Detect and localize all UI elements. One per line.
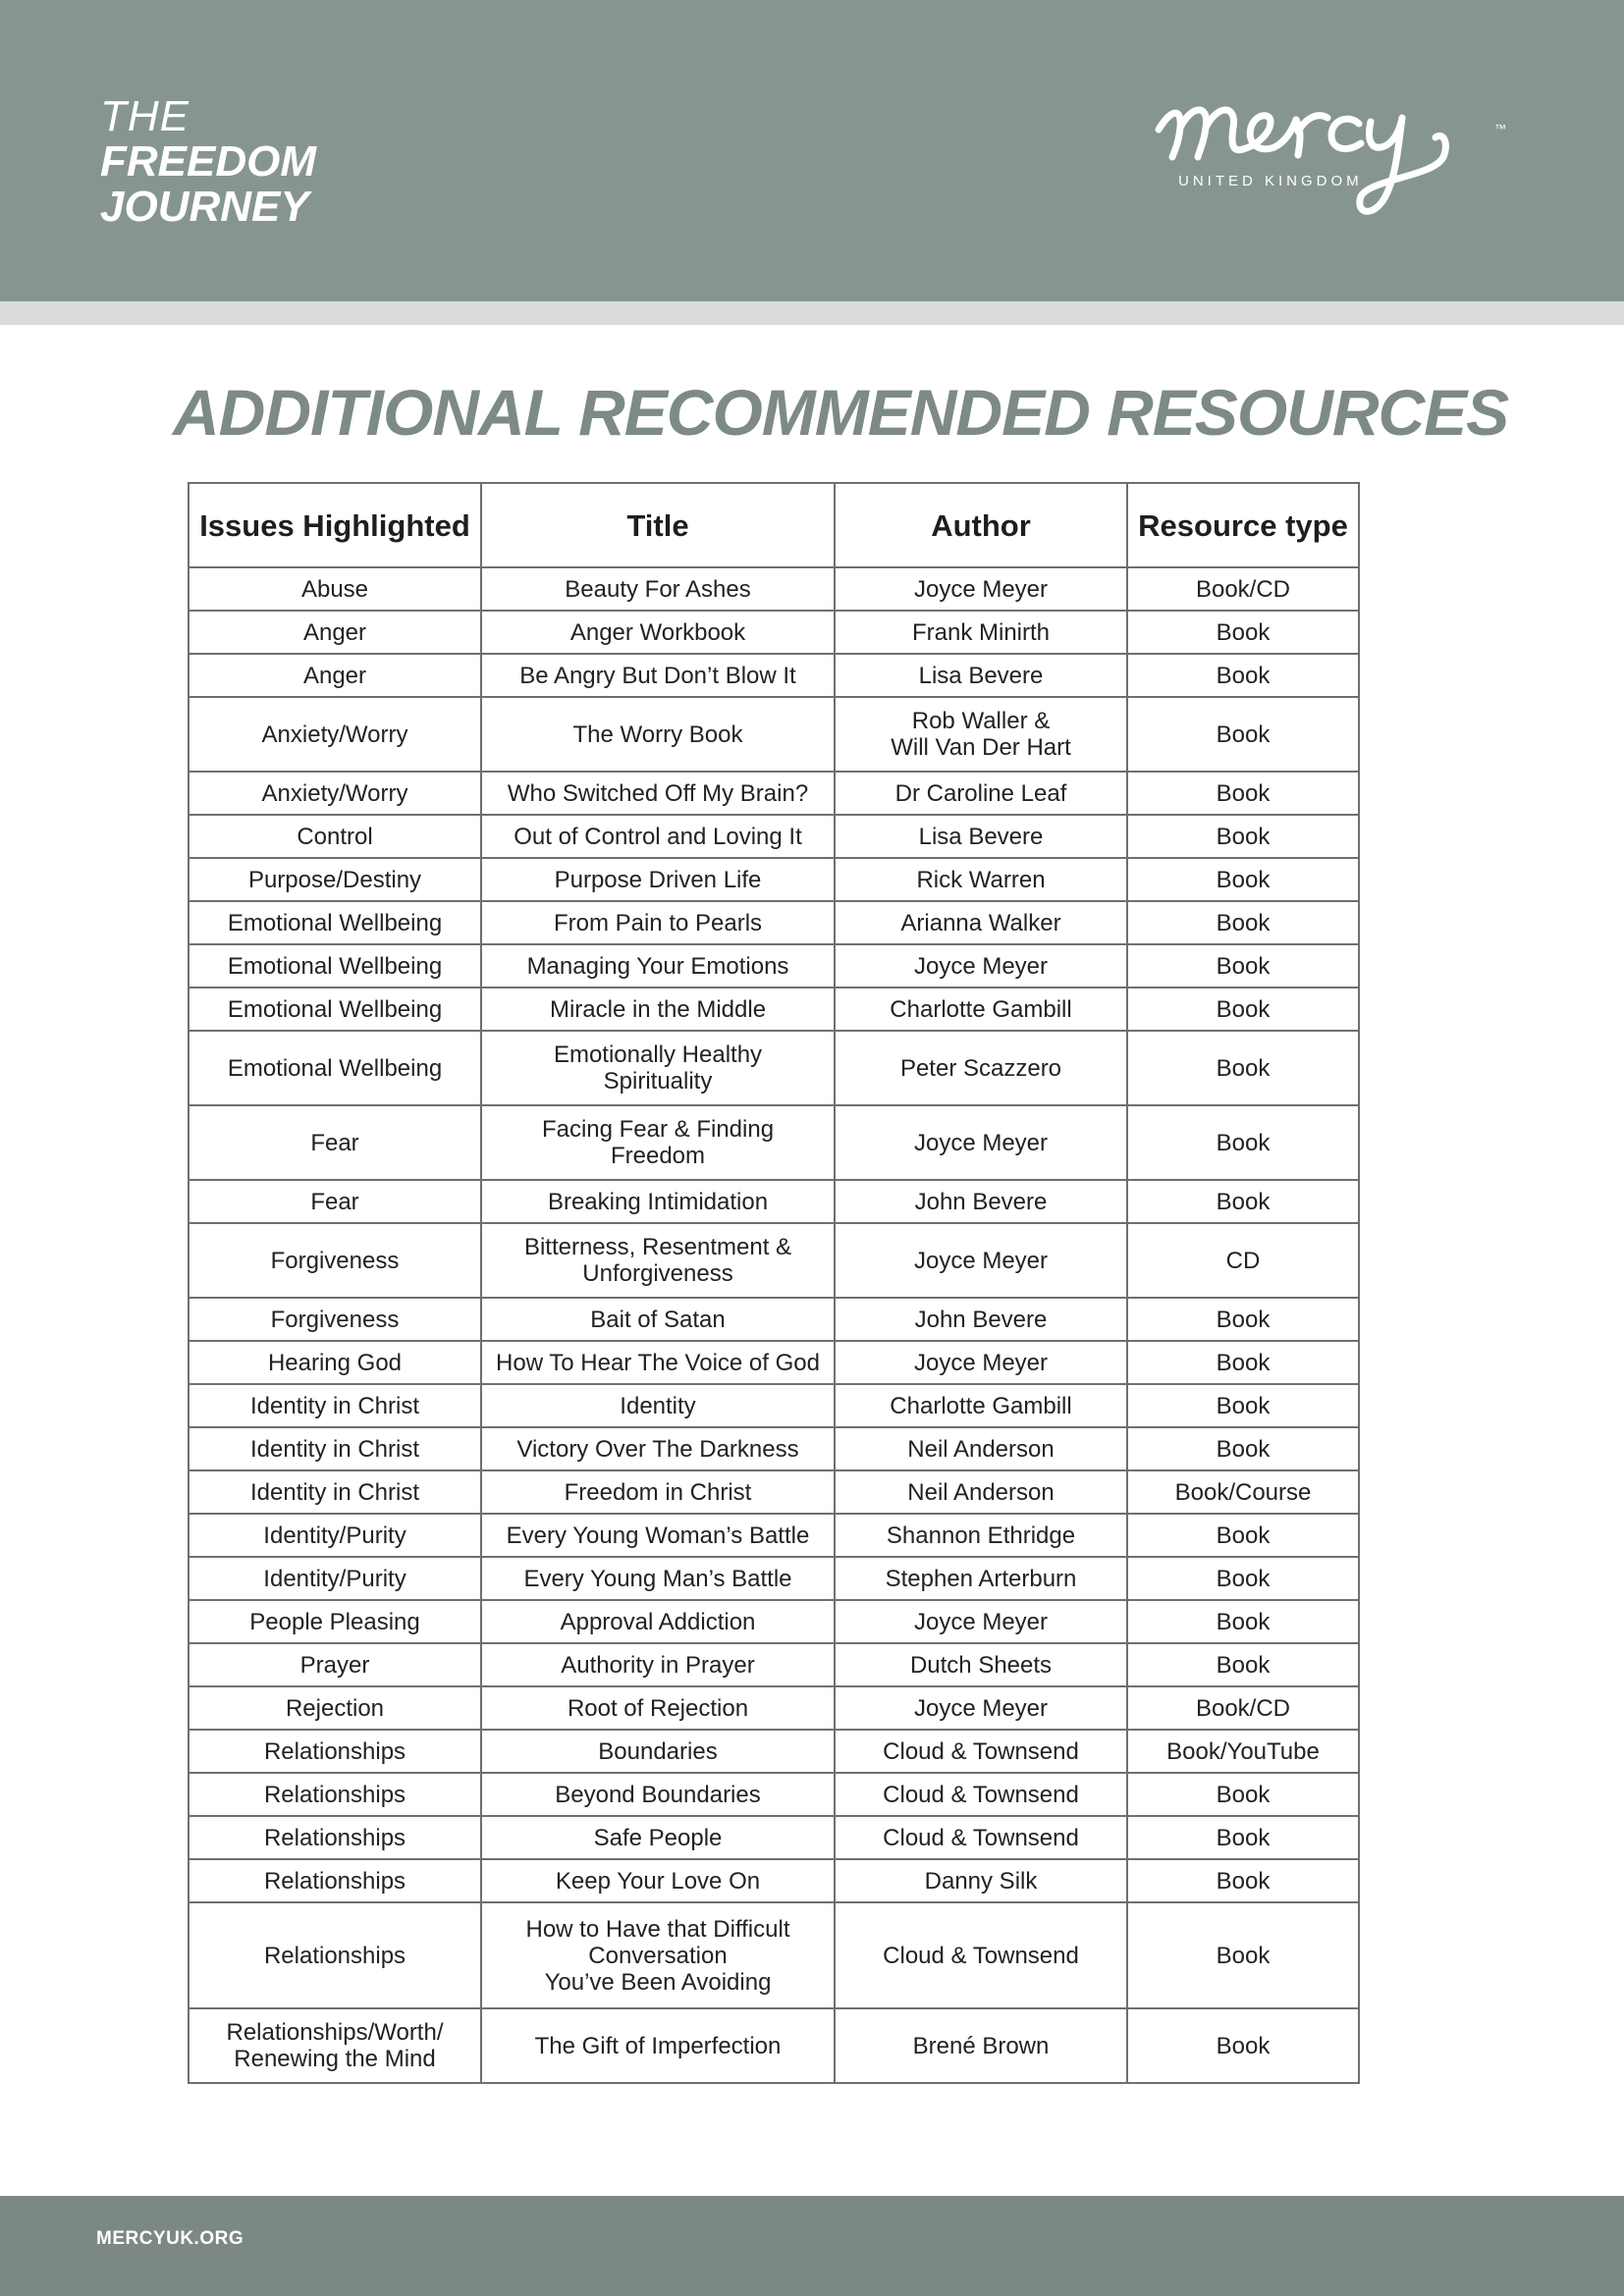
cell-issue bbox=[189, 654, 481, 697]
cell-resource-type bbox=[1127, 858, 1359, 901]
cell-resource-type bbox=[1127, 1180, 1359, 1223]
cell-title bbox=[481, 815, 835, 858]
cell-issue bbox=[189, 1223, 481, 1298]
cell-issue-text: Identity in Christ bbox=[249, 1478, 420, 1506]
cell-author bbox=[835, 1686, 1127, 1730]
cell-author bbox=[835, 697, 1127, 772]
cell-resource-type bbox=[1127, 1773, 1359, 1816]
cell-resource-type-text: Book bbox=[1216, 1435, 1271, 1463]
cell-resource-type-text: Book bbox=[1216, 1129, 1271, 1156]
cell-resource-type bbox=[1127, 567, 1359, 611]
cell-resource-type-text: Book bbox=[1216, 909, 1271, 936]
cell-author-text: Joyce Meyer bbox=[913, 1608, 1049, 1635]
cell-resource-type-text: Book bbox=[1216, 1867, 1271, 1895]
cell-author bbox=[835, 1180, 1127, 1223]
table-row bbox=[189, 697, 1359, 772]
cell-author-text: Cloud & Townsend bbox=[883, 1942, 1079, 1969]
table-row bbox=[189, 567, 1359, 611]
cell-resource-type-text: Book bbox=[1216, 1522, 1271, 1549]
cell-issue bbox=[189, 611, 481, 654]
cell-title-text: Facing Fear & Finding Freedom bbox=[541, 1116, 775, 1169]
brand-line-3: JOURNEY bbox=[100, 183, 309, 231]
cell-author bbox=[835, 772, 1127, 815]
cell-author-text: Lisa Bevere bbox=[918, 823, 1044, 850]
cell-author-text: Charlotte Gambill bbox=[890, 1392, 1072, 1419]
cell-title bbox=[481, 697, 835, 772]
cell-resource-type-text: Book bbox=[1216, 1651, 1271, 1679]
cell-author bbox=[835, 1643, 1127, 1686]
cell-title bbox=[481, 2008, 835, 2083]
cell-author-text: John Bevere bbox=[914, 1306, 1048, 1333]
cell-title bbox=[481, 901, 835, 944]
cell-title-text: Keep Your Love On bbox=[555, 1867, 761, 1895]
cell-title bbox=[481, 1557, 835, 1600]
cell-title bbox=[481, 1730, 835, 1773]
table-row bbox=[189, 988, 1359, 1031]
cell-resource-type-text: Book bbox=[1216, 1565, 1271, 1592]
cell-author bbox=[835, 1223, 1127, 1298]
cell-issue-text: Anxiety/Worry bbox=[261, 779, 408, 807]
cell-resource-type-text: Book bbox=[1216, 1824, 1271, 1851]
table-row bbox=[189, 611, 1359, 654]
table-row bbox=[189, 1105, 1359, 1180]
cell-resource-type bbox=[1127, 1105, 1359, 1180]
cell-issue bbox=[189, 1859, 481, 1902]
header-divider-band bbox=[0, 301, 1624, 325]
cell-issue-text: Emotional Wellbeing bbox=[227, 909, 443, 936]
column-header-issues: Issues Highlighted bbox=[189, 483, 481, 567]
cell-title-text: Be Angry But Don’t Blow It bbox=[519, 662, 796, 689]
cell-author-text: Cloud & Townsend bbox=[883, 1824, 1079, 1851]
cell-author bbox=[835, 2008, 1127, 2083]
table-row bbox=[189, 1730, 1359, 1773]
table-row bbox=[189, 1773, 1359, 1816]
cell-resource-type-text: Book/YouTube bbox=[1166, 1737, 1320, 1765]
cell-title-text: How to Have that Difficult Conversation You’ve Been Avoiding bbox=[525, 1915, 790, 1996]
cell-issue bbox=[189, 1031, 481, 1105]
table-row bbox=[189, 1816, 1359, 1859]
cell-issue bbox=[189, 901, 481, 944]
cell-issue-text: Relationships bbox=[263, 1824, 406, 1851]
table-row bbox=[189, 1859, 1359, 1902]
cell-issue-text: Relationships bbox=[263, 1942, 406, 1969]
cell-author bbox=[835, 1902, 1127, 2008]
cell-resource-type bbox=[1127, 1470, 1359, 1514]
cell-author bbox=[835, 1730, 1127, 1773]
cell-issue-text: Anger bbox=[302, 618, 367, 646]
cell-author-text: John Bevere bbox=[914, 1188, 1048, 1215]
cell-issue-text: Control bbox=[297, 823, 373, 850]
cell-author bbox=[835, 815, 1127, 858]
cell-resource-type-text: Book bbox=[1216, 866, 1271, 893]
cell-issue bbox=[189, 988, 481, 1031]
brand-line-2: FREEDOM bbox=[100, 137, 316, 186]
cell-issue bbox=[189, 815, 481, 858]
cell-title bbox=[481, 1031, 835, 1105]
table-row bbox=[189, 1470, 1359, 1514]
cell-title-text: Root of Rejection bbox=[567, 1694, 749, 1722]
table-header-row bbox=[189, 483, 1359, 567]
cell-resource-type bbox=[1127, 1031, 1359, 1105]
cell-title bbox=[481, 611, 835, 654]
cell-issue-text: Identity in Christ bbox=[249, 1435, 420, 1463]
cell-issue-text: Identity/Purity bbox=[263, 1522, 406, 1549]
cell-author-text: Charlotte Gambill bbox=[890, 995, 1072, 1023]
table-row bbox=[189, 858, 1359, 901]
cell-title bbox=[481, 1341, 835, 1384]
cell-issue-text: People Pleasing bbox=[249, 1608, 420, 1635]
mercy-script-logo-icon bbox=[1149, 88, 1542, 236]
cell-resource-type bbox=[1127, 1341, 1359, 1384]
cell-author-text: Lisa Bevere bbox=[918, 662, 1044, 689]
cell-resource-type-text: Book bbox=[1216, 662, 1271, 689]
cell-resource-type-text: CD bbox=[1225, 1247, 1261, 1274]
cell-title-text: Every Young Woman’s Battle bbox=[506, 1522, 810, 1549]
cell-resource-type-text: Book/CD bbox=[1195, 1694, 1291, 1722]
cell-issue-text: Relationships bbox=[263, 1867, 406, 1895]
cell-title-text: Purpose Driven Life bbox=[554, 866, 762, 893]
cell-title-text: Freedom in Christ bbox=[564, 1478, 752, 1506]
cell-resource-type-text: Book/CD bbox=[1195, 575, 1291, 603]
column-header-resource-type: Resource type bbox=[1127, 483, 1359, 567]
table-row bbox=[189, 1600, 1359, 1643]
cell-issue bbox=[189, 1816, 481, 1859]
cell-title-text: The Worry Book bbox=[572, 721, 743, 748]
table-row bbox=[189, 654, 1359, 697]
cell-author-text: Rob Waller & Will Van Der Hart bbox=[891, 708, 1071, 761]
table-row bbox=[189, 1031, 1359, 1105]
cell-title-text: Managing Your Emotions bbox=[526, 952, 789, 980]
cell-author bbox=[835, 1514, 1127, 1557]
cell-resource-type-text: Book bbox=[1216, 779, 1271, 807]
cell-issue-text: Relationships bbox=[263, 1737, 406, 1765]
cell-issue-text: Hearing God bbox=[267, 1349, 403, 1376]
cell-title bbox=[481, 1859, 835, 1902]
cell-issue-text: Emotional Wellbeing bbox=[227, 1054, 443, 1082]
cell-resource-type-text: Book bbox=[1216, 1054, 1271, 1082]
cell-author-text: Dr Caroline Leaf bbox=[894, 779, 1067, 807]
cell-resource-type bbox=[1127, 1686, 1359, 1730]
cell-author-text: Cloud & Townsend bbox=[883, 1781, 1079, 1808]
cell-author-text: Neil Anderson bbox=[907, 1435, 1055, 1463]
cell-author bbox=[835, 654, 1127, 697]
cell-title-text: Authority in Prayer bbox=[561, 1651, 755, 1679]
freedom-journey-wordmark bbox=[100, 94, 316, 230]
cell-issue-text: Anxiety/Worry bbox=[261, 721, 408, 748]
cell-issue bbox=[189, 1773, 481, 1816]
cell-title-text: The Gift of Imperfection bbox=[534, 2032, 782, 2059]
cell-author bbox=[835, 858, 1127, 901]
table-row bbox=[189, 1341, 1359, 1384]
cell-title-text: Victory Over The Darkness bbox=[516, 1435, 799, 1463]
cell-resource-type-text: Book bbox=[1216, 1306, 1271, 1333]
cell-issue-text: Abuse bbox=[300, 575, 369, 603]
cell-author bbox=[835, 1600, 1127, 1643]
cell-issue bbox=[189, 858, 481, 901]
cell-title-text: Emotionally Healthy Spirituality bbox=[553, 1041, 763, 1095]
table-row bbox=[189, 1902, 1359, 2008]
cell-issue bbox=[189, 1643, 481, 1686]
cell-author-text: Joyce Meyer bbox=[913, 1694, 1049, 1722]
cell-issue-text: Prayer bbox=[299, 1651, 370, 1679]
cell-title bbox=[481, 567, 835, 611]
cell-resource-type bbox=[1127, 1902, 1359, 2008]
cell-resource-type-text: Book bbox=[1216, 1188, 1271, 1215]
cell-author bbox=[835, 567, 1127, 611]
cell-title bbox=[481, 1902, 835, 2008]
mercy-logo bbox=[1149, 88, 1542, 236]
cell-issue-text: Emotional Wellbeing bbox=[227, 952, 443, 980]
cell-author bbox=[835, 1816, 1127, 1859]
table-row bbox=[189, 1686, 1359, 1730]
cell-issue bbox=[189, 1427, 481, 1470]
cell-author bbox=[835, 988, 1127, 1031]
cell-issue bbox=[189, 2008, 481, 2083]
cell-author-text: Joyce Meyer bbox=[913, 1247, 1049, 1274]
cell-resource-type bbox=[1127, 1643, 1359, 1686]
cell-title bbox=[481, 1816, 835, 1859]
cell-issue bbox=[189, 1514, 481, 1557]
cell-resource-type-text: Book bbox=[1216, 1942, 1271, 1969]
cell-title-text: Out of Control and Loving It bbox=[514, 823, 802, 850]
cell-author bbox=[835, 1859, 1127, 1902]
cell-issue bbox=[189, 1686, 481, 1730]
table-row bbox=[189, 2008, 1359, 2083]
cell-resource-type bbox=[1127, 1859, 1359, 1902]
cell-author-text: Danny Silk bbox=[924, 1867, 1038, 1895]
cell-title-text: Beauty For Ashes bbox=[565, 575, 751, 603]
table-row bbox=[189, 901, 1359, 944]
cell-author-text: Arianna Walker bbox=[900, 909, 1061, 936]
cell-issue bbox=[189, 567, 481, 611]
cell-title bbox=[481, 1105, 835, 1180]
table-row bbox=[189, 1384, 1359, 1427]
cell-resource-type bbox=[1127, 611, 1359, 654]
cell-issue bbox=[189, 772, 481, 815]
cell-title-text: Boundaries bbox=[598, 1737, 718, 1765]
cell-author-text: Shannon Ethridge bbox=[886, 1522, 1076, 1549]
table-row bbox=[189, 772, 1359, 815]
cell-resource-type bbox=[1127, 697, 1359, 772]
cell-issue bbox=[189, 1180, 481, 1223]
cell-issue-text: Purpose/Destiny bbox=[247, 866, 422, 893]
cell-title bbox=[481, 1180, 835, 1223]
column-header-author: Author bbox=[835, 483, 1127, 567]
cell-title bbox=[481, 1514, 835, 1557]
cell-author-text: Rick Warren bbox=[916, 866, 1046, 893]
cell-title bbox=[481, 1384, 835, 1427]
cell-author-text: Joyce Meyer bbox=[913, 952, 1049, 980]
table-row bbox=[189, 1643, 1359, 1686]
cell-resource-type bbox=[1127, 944, 1359, 988]
cell-title bbox=[481, 1298, 835, 1341]
cell-resource-type bbox=[1127, 654, 1359, 697]
cell-resource-type bbox=[1127, 1514, 1359, 1557]
cell-author bbox=[835, 1773, 1127, 1816]
logo-subtitle: UNITED KINGDOM bbox=[1178, 173, 1363, 189]
cell-title bbox=[481, 1223, 835, 1298]
cell-author-text: Peter Scazzero bbox=[899, 1054, 1062, 1082]
cell-resource-type bbox=[1127, 988, 1359, 1031]
cell-resource-type-text: Book bbox=[1216, 1608, 1271, 1635]
cell-issue bbox=[189, 1105, 481, 1180]
cell-resource-type-text: Book bbox=[1216, 823, 1271, 850]
cell-title-text: Every Young Man’s Battle bbox=[523, 1565, 792, 1592]
cell-title bbox=[481, 1643, 835, 1686]
cell-resource-type-text: Book bbox=[1216, 2032, 1271, 2059]
cell-title bbox=[481, 654, 835, 697]
cell-title-text: Beyond Boundaries bbox=[555, 1781, 761, 1808]
cell-resource-type-text: Book bbox=[1216, 1349, 1271, 1376]
table-row bbox=[189, 1298, 1359, 1341]
cell-author-text: Brené Brown bbox=[912, 2032, 1050, 2059]
cell-author bbox=[835, 611, 1127, 654]
cell-resource-type bbox=[1127, 1384, 1359, 1427]
cell-title-text: Who Switched Off My Brain? bbox=[507, 779, 809, 807]
cell-resource-type bbox=[1127, 1427, 1359, 1470]
cell-resource-type bbox=[1127, 1557, 1359, 1600]
cell-resource-type-text: Book/Course bbox=[1174, 1478, 1312, 1506]
cell-issue-text: Fear bbox=[310, 1188, 359, 1215]
table-body bbox=[189, 567, 1359, 2083]
cell-issue-text: Identity in Christ bbox=[249, 1392, 420, 1419]
cell-resource-type bbox=[1127, 2008, 1359, 2083]
table-row bbox=[189, 1557, 1359, 1600]
cell-issue-text: Rejection bbox=[285, 1694, 385, 1722]
cell-title bbox=[481, 1773, 835, 1816]
cell-title bbox=[481, 772, 835, 815]
cell-author bbox=[835, 1557, 1127, 1600]
cell-issue bbox=[189, 1298, 481, 1341]
cell-issue bbox=[189, 697, 481, 772]
cell-author bbox=[835, 1298, 1127, 1341]
cell-resource-type bbox=[1127, 901, 1359, 944]
cell-author bbox=[835, 944, 1127, 988]
cell-title-text: Approval Addiction bbox=[560, 1608, 756, 1635]
cell-issue-text: Fear bbox=[310, 1129, 359, 1156]
table-row bbox=[189, 1514, 1359, 1557]
cell-resource-type bbox=[1127, 1816, 1359, 1859]
cell-title-text: Safe People bbox=[593, 1824, 723, 1851]
cell-issue-text: Relationships/Worth/ Renewing the Mind bbox=[226, 2019, 444, 2072]
cell-resource-type-text: Book bbox=[1216, 1392, 1271, 1419]
cell-issue bbox=[189, 1470, 481, 1514]
cell-issue bbox=[189, 1730, 481, 1773]
cell-issue-text: Forgiveness bbox=[270, 1306, 400, 1333]
cell-author-text: Joyce Meyer bbox=[913, 1129, 1049, 1156]
cell-title-text: From Pain to Pearls bbox=[553, 909, 763, 936]
cell-issue bbox=[189, 1600, 481, 1643]
cell-author bbox=[835, 901, 1127, 944]
cell-title bbox=[481, 858, 835, 901]
column-header-title: Title bbox=[481, 483, 835, 567]
cell-resource-type bbox=[1127, 772, 1359, 815]
cell-issue bbox=[189, 944, 481, 988]
cell-resource-type-text: Book bbox=[1216, 995, 1271, 1023]
cell-author bbox=[835, 1427, 1127, 1470]
page-title: ADDITIONAL RECOMMENDED RESOURCES bbox=[173, 376, 1509, 449]
cell-author-text: Joyce Meyer bbox=[913, 575, 1049, 603]
cell-author-text: Stephen Arterburn bbox=[885, 1565, 1077, 1592]
cell-issue-text: Relationships bbox=[263, 1781, 406, 1808]
cell-issue-text: Identity/Purity bbox=[263, 1565, 406, 1592]
cell-title bbox=[481, 1600, 835, 1643]
cell-author-text: Joyce Meyer bbox=[913, 1349, 1049, 1376]
table-row bbox=[189, 1180, 1359, 1223]
table-row bbox=[189, 1223, 1359, 1298]
cell-title-text: Miracle in the Middle bbox=[549, 995, 767, 1023]
footer-website-url: MERCYUK.ORG bbox=[96, 2228, 244, 2249]
cell-resource-type bbox=[1127, 1730, 1359, 1773]
cell-author bbox=[835, 1341, 1127, 1384]
trademark-mark: ™ bbox=[1494, 122, 1506, 135]
cell-issue-text: Forgiveness bbox=[270, 1247, 400, 1274]
table-row bbox=[189, 944, 1359, 988]
cell-title bbox=[481, 1686, 835, 1730]
cell-title-text: Anger Workbook bbox=[569, 618, 746, 646]
brand-line-1: THE bbox=[100, 92, 189, 140]
cell-title bbox=[481, 1470, 835, 1514]
cell-author-text: Frank Minirth bbox=[911, 618, 1051, 646]
cell-title bbox=[481, 944, 835, 988]
table-row bbox=[189, 1427, 1359, 1470]
cell-resource-type bbox=[1127, 1298, 1359, 1341]
cell-resource-type-text: Book bbox=[1216, 952, 1271, 980]
cell-resource-type-text: Book bbox=[1216, 618, 1271, 646]
cell-issue bbox=[189, 1384, 481, 1427]
cell-resource-type-text: Book bbox=[1216, 721, 1271, 748]
cell-resource-type bbox=[1127, 1223, 1359, 1298]
table-row bbox=[189, 815, 1359, 858]
cell-title-text: Identity bbox=[620, 1392, 696, 1419]
cell-title bbox=[481, 1427, 835, 1470]
cell-title-text: How To Hear The Voice of God bbox=[496, 1349, 820, 1376]
cell-title-text: Bait of Satan bbox=[590, 1306, 726, 1333]
cell-author bbox=[835, 1384, 1127, 1427]
cell-issue bbox=[189, 1557, 481, 1600]
cell-title-text: Bitterness, Resentment & Unforgiveness bbox=[523, 1234, 792, 1287]
cell-issue-text: Emotional Wellbeing bbox=[227, 995, 443, 1023]
cell-resource-type-text: Book bbox=[1216, 1781, 1271, 1808]
cell-title bbox=[481, 988, 835, 1031]
cell-author-text: Cloud & Townsend bbox=[883, 1737, 1079, 1765]
cell-issue-text: Anger bbox=[302, 662, 367, 689]
cell-issue bbox=[189, 1902, 481, 2008]
resources-table bbox=[188, 482, 1360, 2084]
cell-title-text: Breaking Intimidation bbox=[547, 1188, 769, 1215]
cell-author-text: Dutch Sheets bbox=[909, 1651, 1053, 1679]
cell-resource-type bbox=[1127, 815, 1359, 858]
cell-author-text: Neil Anderson bbox=[907, 1478, 1055, 1506]
cell-author bbox=[835, 1470, 1127, 1514]
cell-author bbox=[835, 1105, 1127, 1180]
cell-resource-type bbox=[1127, 1600, 1359, 1643]
cell-issue bbox=[189, 1341, 481, 1384]
cell-author bbox=[835, 1031, 1127, 1105]
